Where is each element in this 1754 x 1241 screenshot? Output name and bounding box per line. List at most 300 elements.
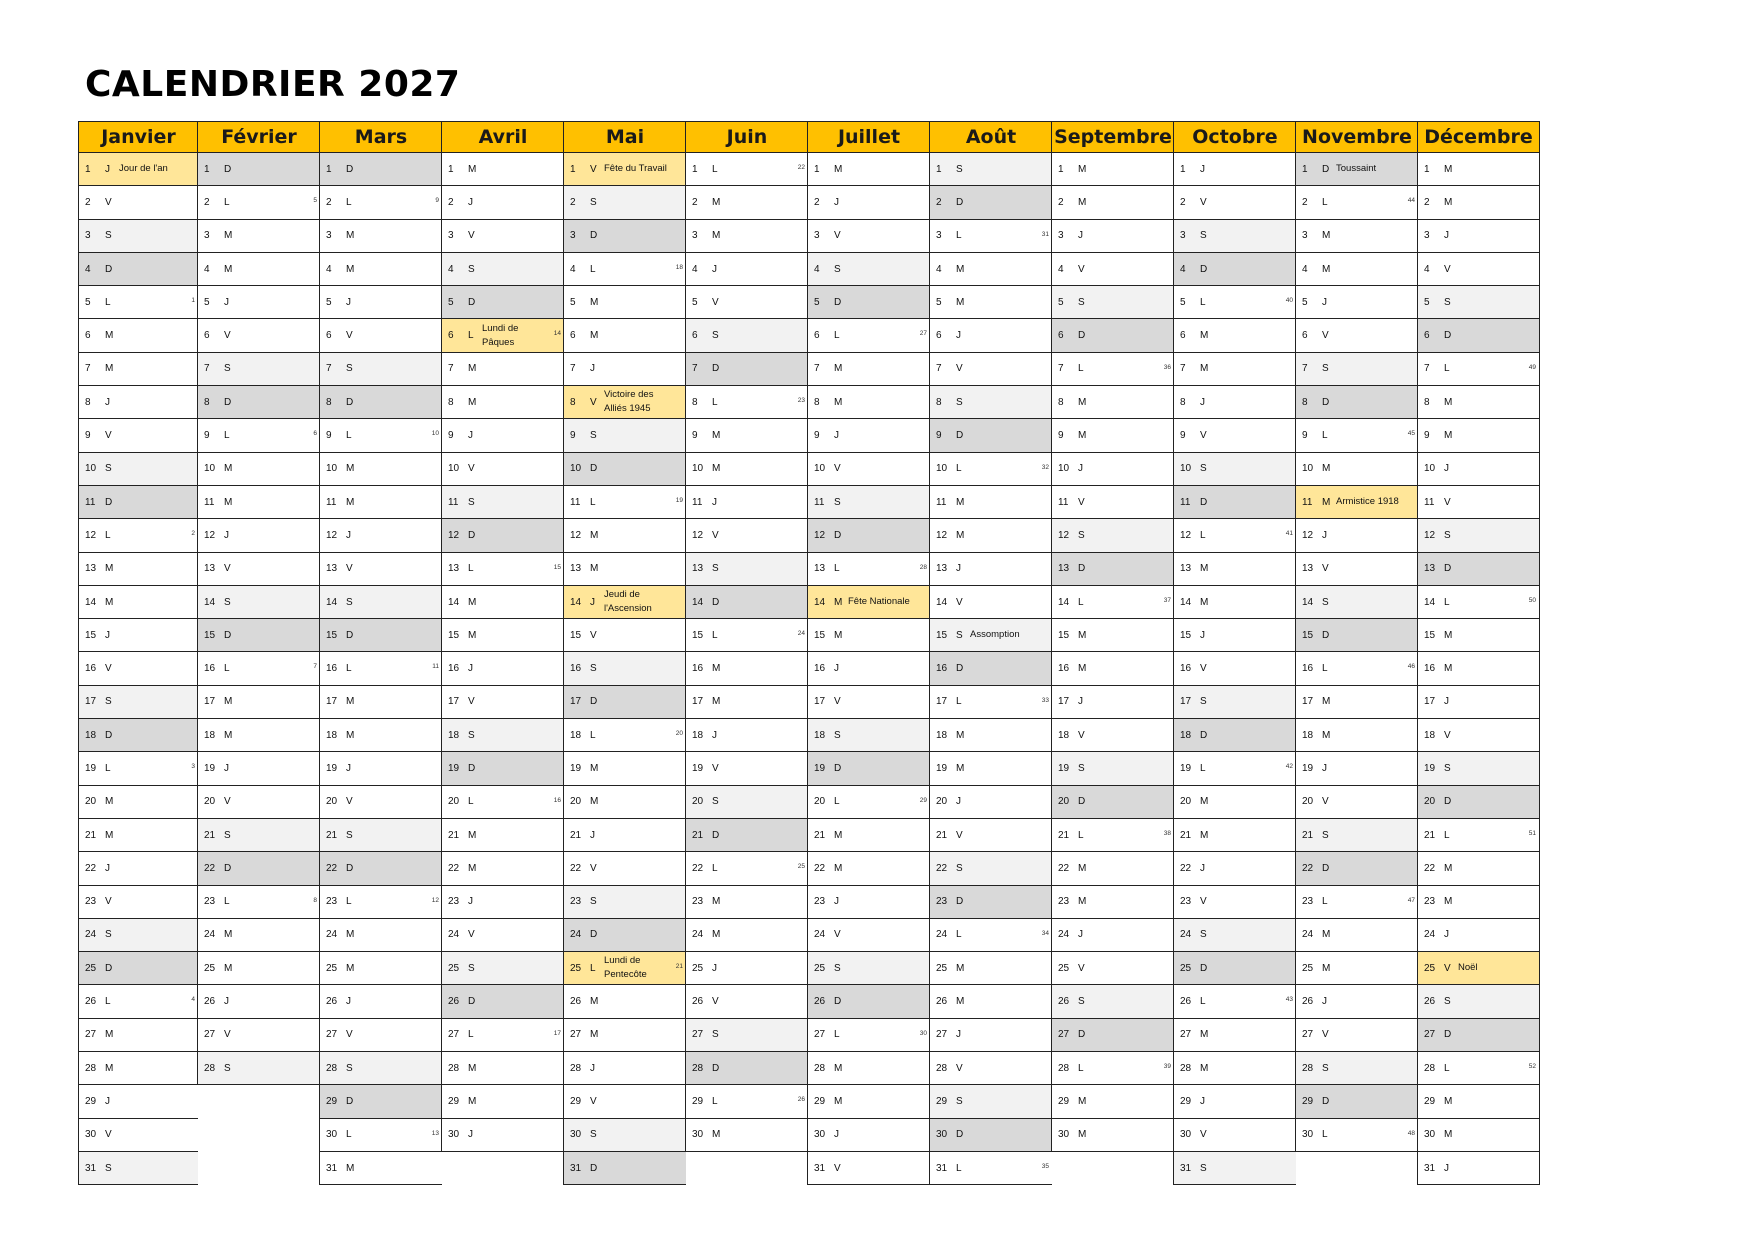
day-number: 18 [448, 729, 460, 741]
weekday-letter: V [224, 1029, 231, 1041]
weekday-letter: V [105, 663, 112, 675]
weekday-letter: S [956, 862, 963, 874]
day-number: 29 [448, 1095, 460, 1107]
day-cell [442, 619, 564, 652]
day-cell [564, 353, 686, 386]
day-cell [686, 786, 808, 819]
weekday-letter: V [1322, 563, 1329, 575]
month-column [563, 121, 686, 1185]
week-number: 24 [797, 630, 805, 638]
weekday-letter: L [834, 563, 840, 575]
day-number: 22 [448, 862, 460, 874]
day-cell [686, 153, 808, 186]
day-number: 10 [1302, 463, 1314, 475]
day-number: 26 [814, 996, 826, 1008]
weekday-letter: L [590, 729, 596, 741]
day-cell [564, 886, 686, 919]
day-number: 5 [85, 296, 91, 308]
day-number: 20 [814, 796, 826, 808]
day-cell [564, 453, 686, 486]
weekday-letter: S [468, 729, 475, 741]
weekday-letter: M [468, 1095, 477, 1107]
weekday-letter: S [346, 596, 353, 608]
weekday-letter: S [1200, 463, 1207, 475]
weekday-letter: L [346, 663, 352, 675]
day-cell [320, 519, 442, 552]
weekday-letter: J [1444, 1162, 1449, 1174]
day-number: 6 [1058, 330, 1064, 342]
day-cell [1418, 1085, 1539, 1118]
month-header: Octobre [1174, 121, 1296, 153]
day-cell [442, 886, 564, 919]
day-number: 28 [326, 1062, 338, 1074]
day-number: 9 [85, 430, 91, 442]
day-cell [442, 220, 564, 253]
day-cell [1296, 586, 1418, 619]
month-column [685, 121, 808, 1152]
day-cell [1418, 153, 1539, 186]
day-number: 13 [692, 563, 704, 575]
day-number: 16 [448, 663, 460, 675]
weekday-letter: S [590, 1129, 597, 1141]
day-number: 31 [570, 1162, 582, 1174]
day-cell [442, 1085, 564, 1118]
day-cell [320, 819, 442, 852]
weekday-letter: L [834, 1029, 840, 1041]
weekday-letter: M [590, 529, 599, 541]
day-number: 22 [1180, 862, 1192, 874]
day-cell [320, 1019, 442, 1052]
day-cell [686, 852, 808, 885]
day-cell [1418, 586, 1539, 619]
weekday-letter: J [1200, 862, 1205, 874]
weekday-letter: D [1444, 1029, 1452, 1041]
day-number: 3 [326, 230, 332, 242]
day-number: 4 [570, 263, 576, 275]
weekday-letter: V [956, 363, 963, 375]
weekday-letter: D [224, 396, 232, 408]
weekday-letter: L [1078, 596, 1084, 608]
day-cell [1418, 186, 1539, 219]
weekday-letter: L [590, 496, 596, 508]
weekday-letter: V [834, 463, 841, 475]
day-cell [1296, 220, 1418, 253]
day-number: 1 [814, 163, 820, 175]
holiday-name: Jour de l'an [119, 163, 168, 175]
weekday-letter: J [224, 296, 229, 308]
holiday-name: Lundi de Pentecôte [604, 955, 647, 981]
day-cell [79, 719, 198, 752]
day-number: 24 [936, 929, 948, 941]
day-number: 7 [1302, 363, 1308, 375]
day-cell [198, 453, 320, 486]
day-cell [442, 1119, 564, 1152]
weekday-letter: L [224, 196, 230, 208]
day-cell [686, 619, 808, 652]
day-cell [442, 319, 564, 352]
day-cell [686, 486, 808, 519]
weekday-letter: S [1444, 529, 1451, 541]
weekday-letter: S [1200, 1162, 1207, 1174]
day-cell [1418, 253, 1539, 286]
day-cell [564, 220, 686, 253]
day-number: 30 [1058, 1129, 1070, 1141]
day-number: 29 [936, 1095, 948, 1107]
day-cell [198, 752, 320, 785]
weekday-letter: M [1444, 430, 1453, 442]
weekday-letter: M [468, 596, 477, 608]
day-number: 30 [1180, 1129, 1192, 1141]
week-number: 34 [1041, 929, 1049, 937]
weekday-letter: M [834, 596, 843, 608]
day-number: 27 [936, 1029, 948, 1041]
day-cell [564, 153, 686, 186]
weekday-letter: M [590, 762, 599, 774]
weekday-letter: V [468, 696, 475, 708]
day-number: 19 [448, 762, 460, 774]
day-number: 25 [814, 962, 826, 974]
day-number: 8 [204, 396, 210, 408]
weekday-letter: V [956, 1062, 963, 1074]
day-number: 24 [448, 929, 460, 941]
weekday-letter: M [1078, 663, 1087, 675]
day-cell [320, 453, 442, 486]
day-cell [198, 286, 320, 319]
weekday-letter: S [105, 929, 112, 941]
weekday-letter: D [1078, 330, 1086, 342]
day-cell [564, 486, 686, 519]
weekday-letter: L [105, 529, 111, 541]
week-number: 45 [1407, 430, 1415, 438]
weekday-letter: V [1322, 330, 1329, 342]
day-cell [442, 586, 564, 619]
day-cell [442, 719, 564, 752]
weekday-letter: D [346, 396, 354, 408]
weekday-letter: M [956, 296, 965, 308]
day-cell [1418, 419, 1539, 452]
weekday-letter: M [956, 529, 965, 541]
day-cell [79, 819, 198, 852]
weekday-letter: D [712, 363, 720, 375]
day-number: 10 [326, 463, 338, 475]
day-number: 6 [936, 330, 942, 342]
day-number: 18 [692, 729, 704, 741]
day-cell [198, 686, 320, 719]
weekday-letter: S [712, 330, 719, 342]
day-number: 15 [692, 629, 704, 641]
day-cell [1174, 153, 1296, 186]
day-number: 17 [570, 696, 582, 708]
day-cell [1174, 852, 1296, 885]
day-cell [1052, 1019, 1174, 1052]
day-number: 13 [326, 563, 338, 575]
weekday-letter: S [105, 230, 112, 242]
day-cell [808, 319, 930, 352]
weekday-letter: M [468, 629, 477, 641]
weekday-letter: V [1078, 962, 1085, 974]
day-cell [1418, 319, 1539, 352]
day-cell [1052, 719, 1174, 752]
week-number: 44 [1407, 197, 1415, 205]
day-cell [564, 553, 686, 586]
week-number: 37 [1163, 596, 1171, 604]
weekday-letter: M [1444, 896, 1453, 908]
day-cell [79, 686, 198, 719]
day-cell [442, 153, 564, 186]
weekday-letter: M [1078, 1129, 1087, 1141]
day-cell [79, 1085, 198, 1118]
day-cell [79, 353, 198, 386]
weekday-letter: M [712, 1129, 721, 1141]
weekday-letter: M [346, 463, 355, 475]
weekday-letter: L [1322, 430, 1328, 442]
day-cell [1052, 919, 1174, 952]
day-number: 4 [448, 263, 454, 275]
weekday-letter: V [1322, 1029, 1329, 1041]
day-cell [686, 752, 808, 785]
day-cell [564, 519, 686, 552]
day-cell [564, 186, 686, 219]
week-number: 35 [1041, 1162, 1049, 1170]
day-cell [79, 852, 198, 885]
day-number: 4 [1424, 263, 1430, 275]
weekday-letter: D [590, 696, 598, 708]
week-number: 41 [1285, 530, 1293, 538]
day-cell [442, 1019, 564, 1052]
day-cell [442, 353, 564, 386]
day-number: 19 [1424, 762, 1436, 774]
day-cell [930, 220, 1052, 253]
weekday-letter: M [956, 729, 965, 741]
day-cell [930, 319, 1052, 352]
day-cell [1418, 619, 1539, 652]
day-cell [930, 752, 1052, 785]
day-cell [1418, 553, 1539, 586]
day-number: 30 [692, 1129, 704, 1141]
weekday-letter: D [834, 996, 842, 1008]
weekday-letter: V [956, 596, 963, 608]
week-number: 9 [435, 197, 439, 205]
day-number: 15 [1302, 629, 1314, 641]
weekday-letter: V [590, 629, 597, 641]
weekday-letter: S [1200, 696, 1207, 708]
day-number: 23 [448, 896, 460, 908]
day-number: 29 [1058, 1095, 1070, 1107]
weekday-letter: M [712, 696, 721, 708]
month-column [1173, 121, 1296, 1185]
day-number: 24 [1302, 929, 1314, 941]
weekday-letter: V [956, 829, 963, 841]
day-cell [1174, 619, 1296, 652]
holiday-name: Toussaint [1336, 163, 1377, 175]
day-number: 27 [85, 1029, 97, 1041]
day-cell [1174, 353, 1296, 386]
day-cell [564, 952, 686, 985]
day-cell [686, 886, 808, 919]
weekday-letter: D [834, 296, 842, 308]
weekday-letter: M [1322, 463, 1331, 475]
month-header: Juin [686, 121, 808, 153]
weekday-letter: V [712, 762, 719, 774]
weekday-letter: S [834, 263, 841, 275]
day-cell [79, 919, 198, 952]
day-cell [930, 819, 1052, 852]
weekday-letter: S [1444, 296, 1451, 308]
holiday-name: Armistice 1918 [1336, 496, 1399, 508]
weekday-letter: V [1444, 962, 1451, 974]
weekday-letter: S [346, 363, 353, 375]
day-number: 1 [85, 163, 91, 175]
day-cell [198, 719, 320, 752]
weekday-letter: L [346, 430, 352, 442]
day-number: 2 [692, 196, 698, 208]
day-cell [808, 619, 930, 652]
day-cell [198, 386, 320, 419]
day-cell [320, 419, 442, 452]
weekday-letter: V [590, 163, 597, 175]
weekday-letter: L [1444, 1062, 1450, 1074]
weekday-letter: V [105, 430, 112, 442]
day-number: 8 [448, 396, 454, 408]
day-cell [564, 1052, 686, 1085]
weekday-letter: L [1078, 1062, 1084, 1074]
day-number: 25 [936, 962, 948, 974]
day-number: 3 [204, 230, 210, 242]
weekday-letter: S [1322, 363, 1329, 375]
weekday-letter: V [346, 330, 353, 342]
week-number: 22 [797, 164, 805, 171]
day-number: 26 [1058, 996, 1070, 1008]
weekday-letter: J [1200, 1095, 1205, 1107]
weekday-letter: S [712, 1029, 719, 1041]
day-cell [320, 319, 442, 352]
day-cell [930, 186, 1052, 219]
day-number: 1 [1302, 163, 1308, 175]
day-cell [1174, 919, 1296, 952]
weekday-letter: S [590, 430, 597, 442]
weekday-letter: M [1322, 696, 1331, 708]
day-number: 16 [85, 663, 97, 675]
day-number: 4 [814, 263, 820, 275]
day-cell [686, 686, 808, 719]
day-number: 20 [1302, 796, 1314, 808]
calendar-grid [78, 121, 1684, 1184]
day-number: 12 [1058, 529, 1070, 541]
day-cell [1296, 153, 1418, 186]
month-column [78, 121, 198, 1185]
weekday-letter: J [1444, 463, 1449, 475]
day-cell [808, 819, 930, 852]
week-number: 17 [553, 1029, 561, 1037]
day-cell [442, 686, 564, 719]
weekday-letter: V [1444, 729, 1451, 741]
day-number: 6 [448, 330, 454, 342]
day-cell [1052, 952, 1174, 985]
weekday-letter: S [956, 396, 963, 408]
day-number: 14 [1180, 596, 1192, 608]
weekday-letter: D [590, 230, 598, 242]
weekday-letter: L [224, 663, 230, 675]
day-number: 12 [204, 529, 216, 541]
day-cell [1174, 586, 1296, 619]
day-number: 19 [936, 762, 948, 774]
day-cell [1052, 819, 1174, 852]
weekday-letter: D [346, 163, 354, 175]
day-number: 7 [1180, 363, 1186, 375]
weekday-letter: M [346, 1162, 355, 1174]
weekday-letter: L [956, 463, 962, 475]
day-cell [1296, 852, 1418, 885]
day-cell [1174, 186, 1296, 219]
weekday-letter: J [468, 1129, 473, 1141]
weekday-letter: D [956, 1129, 964, 1141]
day-number: 18 [1302, 729, 1314, 741]
week-number: 43 [1285, 996, 1293, 1004]
day-cell [442, 985, 564, 1018]
day-number: 12 [448, 529, 460, 541]
day-number: 13 [204, 563, 216, 575]
week-number: 46 [1407, 663, 1415, 671]
day-cell [686, 286, 808, 319]
weekday-letter: M [1444, 396, 1453, 408]
weekday-letter: D [956, 663, 964, 675]
weekday-letter: D [590, 929, 598, 941]
day-cell [1296, 752, 1418, 785]
weekday-letter: M [224, 962, 233, 974]
weekday-letter: M [1078, 396, 1087, 408]
day-cell [79, 253, 198, 286]
day-number: 23 [1058, 896, 1070, 908]
week-number: 26 [797, 1096, 805, 1104]
day-number: 11 [1302, 496, 1313, 508]
day-number: 30 [1302, 1129, 1314, 1141]
weekday-letter: V [1078, 496, 1085, 508]
day-number: 25 [204, 962, 216, 974]
day-cell [1296, 686, 1418, 719]
day-cell [198, 852, 320, 885]
weekday-letter: L [346, 196, 352, 208]
day-number: 29 [85, 1095, 97, 1107]
day-cell [564, 253, 686, 286]
weekday-letter: D [1078, 563, 1086, 575]
weekday-letter: D [956, 896, 964, 908]
day-cell [1418, 886, 1539, 919]
weekday-letter: M [468, 396, 477, 408]
day-cell [198, 886, 320, 919]
weekday-letter: M [590, 796, 599, 808]
day-number: 15 [1058, 629, 1070, 641]
week-number: 40 [1285, 297, 1293, 305]
holiday-name: Fête Nationale [848, 596, 910, 607]
day-cell [564, 852, 686, 885]
day-cell [686, 985, 808, 1018]
week-number: 18 [675, 263, 683, 271]
weekday-letter: J [346, 996, 351, 1008]
day-number: 2 [1058, 196, 1064, 208]
weekday-letter: D [956, 430, 964, 442]
weekday-letter: L [956, 696, 962, 708]
day-cell [1296, 652, 1418, 685]
day-cell [320, 1085, 442, 1118]
weekday-letter: M [834, 1062, 843, 1074]
week-number: 52 [1528, 1063, 1536, 1071]
week-number: 47 [1407, 896, 1415, 904]
day-number: 8 [692, 396, 698, 408]
day-cell [442, 786, 564, 819]
weekday-letter: L [956, 230, 962, 242]
day-number: 24 [692, 929, 704, 941]
day-number: 23 [570, 896, 582, 908]
